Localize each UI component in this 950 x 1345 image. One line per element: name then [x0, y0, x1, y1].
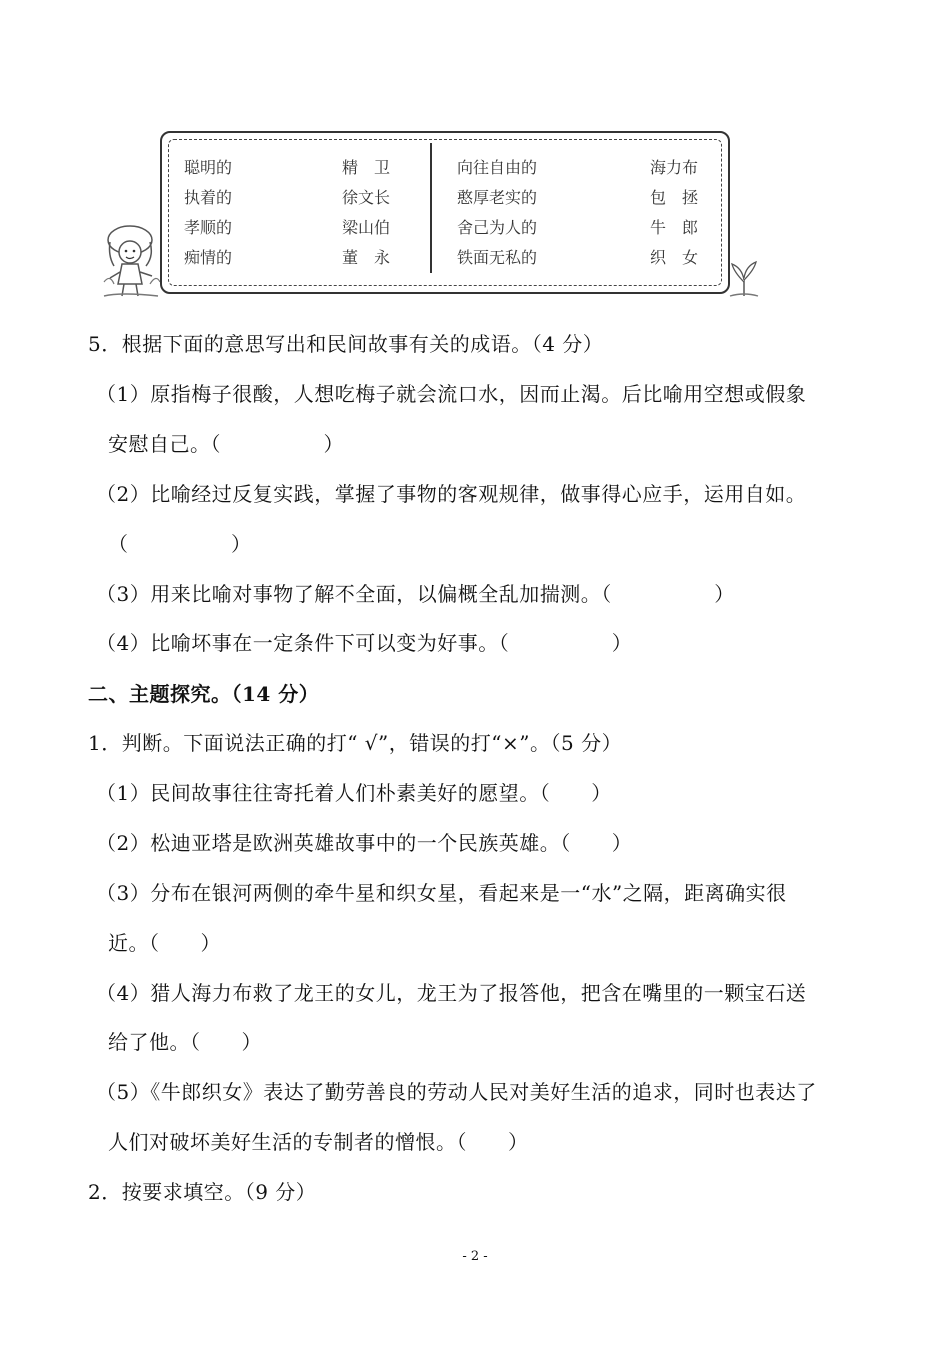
- q1-title: 1．判断。下面说法正确的打“ √”，错误的打“×”。（5 分）: [88, 731, 623, 755]
- q5-item-1-line-1: （1）原指梅子很酸，人想吃梅子就会流口水，因而止渴。后比喻用空想或假象: [96, 382, 807, 406]
- match-item: 海力布: [650, 158, 699, 177]
- q5-item-4: （4）比喻坏事在一定条件下可以变为好事。（ ）: [96, 631, 633, 655]
- match-item: 徐文长: [342, 188, 391, 207]
- q1-item-3-line-1: （3）分布在银河两侧的牵牛星和织女星，看起来是一“水”之隔，距离确实很: [96, 881, 787, 905]
- match-item: 织 女: [650, 248, 699, 267]
- q5-title: 5．根据下面的意思写出和民间故事有关的成语。（4 分）: [88, 332, 604, 356]
- character-column-right: [650, 153, 698, 273]
- q2-title: 2．按要求填空。（9 分）: [88, 1180, 317, 1204]
- match-item: 梁山伯: [342, 218, 391, 237]
- adjective-column-left: [184, 153, 232, 273]
- match-item: 铁面无私的: [457, 248, 538, 267]
- match-item: 聪明的: [184, 158, 233, 177]
- q1-item-3-line-2: 近。（ ）: [108, 931, 221, 955]
- q1-item-1: （1）民间故事往往寄托着人们朴素美好的愿望。（ ）: [96, 781, 612, 805]
- match-item: 憨厚老实的: [457, 188, 538, 207]
- match-item: 舍己为人的: [457, 218, 538, 237]
- plant-icon: [728, 258, 760, 298]
- page-number: - 2 -: [462, 1249, 488, 1264]
- q5-item-3: （3）用来比喻对事物了解不全面，以偏概全乱加揣测。（ ）: [96, 582, 735, 606]
- character-column-left: [342, 153, 390, 273]
- match-item: 向往自由的: [457, 158, 538, 177]
- q5-item-2-line-1: （2）比喻经过反复实践，掌握了事物的客观规律，做事得心应手，运用自如。: [96, 482, 807, 506]
- cartoon-girl-icon: [100, 222, 162, 300]
- adjective-column-right: [457, 153, 537, 273]
- q1-item-4-line-2: 给了他。（ ）: [108, 1030, 262, 1054]
- q1-item-5-line-2: 人们对破坏美好生活的专制者的憎恨。（ ）: [108, 1130, 529, 1154]
- match-item: 执着的: [184, 188, 233, 207]
- q1-item-4-line-1: （4）猎人海力布救了龙王的女儿，龙王为了报答他，把含在嘴里的一颗宝石送: [96, 981, 807, 1005]
- match-item: 孝顺的: [184, 218, 233, 237]
- matching-box-divider: [430, 143, 432, 273]
- match-item: 精 卫: [342, 158, 391, 177]
- q1-item-5-line-1: （5）《牛郎织女》表达了勤劳善良的劳动人民对美好生活的追求，同时也表达了: [96, 1080, 817, 1104]
- match-item: 董 永: [342, 248, 391, 267]
- q5-item-1-line-2: 安慰自己。（ ）: [108, 432, 344, 456]
- match-item: 痴情的: [184, 248, 233, 267]
- section-2-title: 二、主题探究。（14 分）: [88, 682, 320, 706]
- matching-box: [160, 131, 730, 294]
- matching-box-inner-border: [168, 139, 722, 286]
- q5-item-2-line-2: （ ）: [108, 532, 252, 556]
- match-item: 牛 郎: [650, 218, 699, 237]
- q1-item-2: （2）松迪亚塔是欧洲英雄故事中的一个民族英雄。（ ）: [96, 831, 633, 855]
- match-item: 包 拯: [650, 188, 699, 207]
